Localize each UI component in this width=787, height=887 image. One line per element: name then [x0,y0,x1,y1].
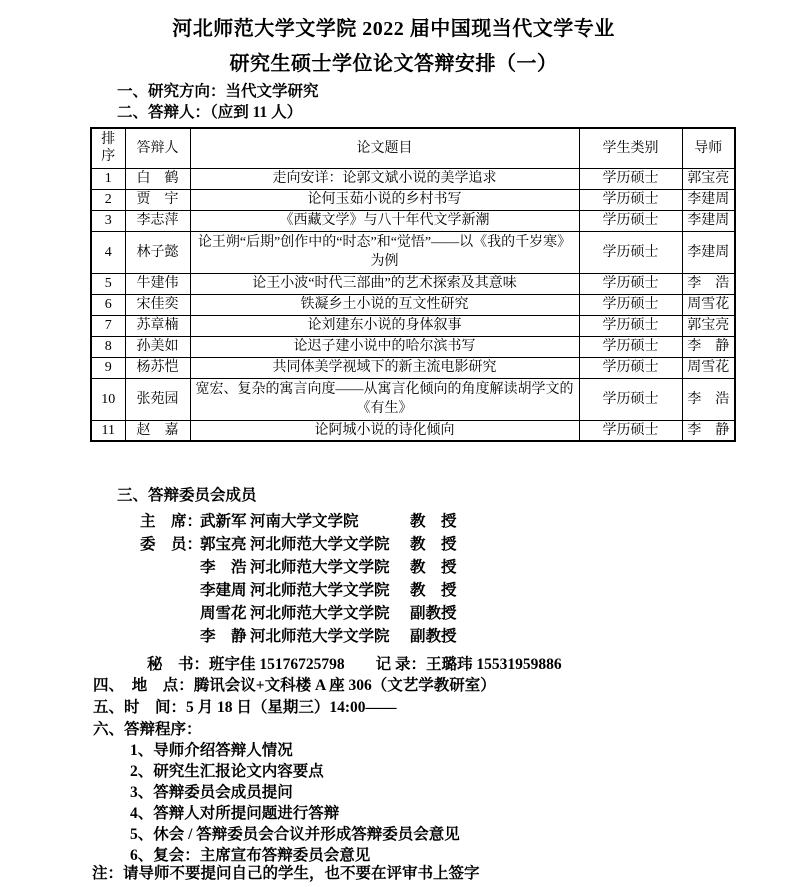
cell-category: 学历硕士 [579,357,682,378]
cell-thesis-title: 论王朔“后期”创作中的“时态”和“觉悟”——以《我的千岁寒》为例 [190,231,579,273]
section-procedure-heading: 六、答辩程序： [93,721,202,738]
cell-thesis-title: 共同体美学视域下的新主流电影研究 [190,357,579,378]
cell-advisor: 李 浩 [682,273,735,294]
section-committee-heading: 三、答辩委员会成员 [117,487,257,504]
table-row [91,357,735,378]
committee-role-label [140,555,200,578]
table-row [91,273,735,294]
committee-row [140,509,457,532]
committee-role-label: 委 员： [140,536,203,553]
committee-row [140,624,457,647]
cell-seq: 6 [91,294,125,315]
section-location: 四、 地 点：腾讯会议+文科楼 A 座 306（文艺学教研室） [93,677,496,694]
cell-defender: 宋佳奕 [125,294,190,315]
document-title-line2: 研究生硕士学位论文答辩安排（一） [229,53,558,75]
cell-category: 学历硕士 [579,294,682,315]
table-row [91,189,735,210]
committee-member-name: 武新军 [200,513,247,530]
section-research-direction: 一、研究方向：当代文学研究 [117,83,319,100]
cell-seq: 10 [91,378,125,420]
secretary-recorder-line: 秘 书：班宇佳 15176725798 记 录：王璐玮 15531959886 [147,656,562,673]
cell-defender: 杨苏恺 [125,357,190,378]
table-header-row [91,128,735,168]
col-header-thesis-title: 论文题目 [190,128,579,168]
committee-member-title: 教 授 [410,559,457,576]
committee-member-affiliation: 河北师范大学文学院 [250,628,390,645]
committee-member-affiliation: 河北师范大学文学院 [250,605,390,622]
cell-thesis-title: 论何玉茹小说的乡村书写 [190,189,579,210]
cell-advisor: 李建周 [682,210,735,231]
procedure-item: 1、导师介绍答辩人情况 [130,742,293,759]
cell-seq: 11 [91,420,125,441]
col-header-category: 学生类别 [579,128,682,168]
committee-member-name: 周雪花 [200,605,247,622]
cell-category: 学历硕士 [579,231,682,273]
cell-seq: 3 [91,210,125,231]
committee-row [140,555,457,578]
cell-defender: 张苑园 [125,378,190,420]
cell-defender: 李志萍 [125,210,190,231]
cell-thesis-title: 论刘建东小说的身体叙事 [190,315,579,336]
cell-thesis-title: 论阿城小说的诗化倾向 [190,420,579,441]
cell-seq: 5 [91,273,125,294]
committee-member-name: 李建周 [200,582,247,599]
cell-seq: 7 [91,315,125,336]
cell-defender: 赵 嘉 [125,420,190,441]
committee-member-title: 副教授 [410,628,457,645]
section-defenders-heading: 二、答辩人：（应到 11 人） [117,104,303,121]
cell-advisor: 李 浩 [682,378,735,420]
cell-category: 学历硕士 [579,273,682,294]
committee-member-name: 郭宝亮 [200,536,247,553]
table-row [91,315,735,336]
cell-advisor: 周雪花 [682,294,735,315]
committee-member-title: 教 授 [410,513,457,530]
advisor-note: 注：请导师不要提问自己的学生，也不要在评审书上签字 [92,865,480,882]
cell-seq: 8 [91,336,125,357]
cell-category: 学历硕士 [579,315,682,336]
col-header-advisor: 导师 [682,128,735,168]
committee-member-title: 教 授 [410,536,457,553]
col-header-defender: 答辩人 [125,128,190,168]
cell-defender: 牛建伟 [125,273,190,294]
section-time: 五、时 间：5 月 18 日（星期三）14:00—— [93,699,397,716]
committee-member-name: 李 浩 [200,559,247,576]
committee-member-affiliation: 河南大学文学院 [250,513,359,530]
committee-role-label [140,578,200,601]
cell-category: 学历硕士 [579,378,682,420]
cell-thesis-title: 论迟子建小说中的哈尔滨书写 [190,336,579,357]
document-title-line1: 河北师范大学文学院 2022 届中国现当代文学专业 [172,18,615,40]
committee-member-title: 教 授 [410,582,457,599]
procedure-item: 5、休会 / 答辩委员会合议并形成答辩委员会意见 [130,826,460,843]
committee-member-affiliation: 河北师范大学文学院 [250,536,390,553]
committee-row [140,601,457,624]
cell-category: 学历硕士 [579,210,682,231]
cell-category: 学历硕士 [579,336,682,357]
table-row [91,336,735,357]
committee-member-title: 副教授 [410,605,457,622]
table-row [91,231,735,273]
committee-member-affiliation: 河北师范大学文学院 [250,582,390,599]
defense-schedule-table [90,127,736,442]
table-row [91,420,735,441]
procedure-list [130,740,460,866]
cell-thesis-title: 宽宏、复杂的寓言向度——从寓言化倾向的角度解读胡学文的《有生》 [190,378,579,420]
cell-advisor: 周雪花 [682,357,735,378]
committee-role-label: 主 席： [140,513,203,530]
committee-member-name: 李 静 [200,628,247,645]
committee-member-affiliation: 河北师范大学文学院 [250,559,390,576]
cell-thesis-title: 铁凝乡土小说的互文性研究 [190,294,579,315]
table-row [91,210,735,231]
cell-defender: 白 鹤 [125,168,190,189]
committee-row [140,532,457,555]
cell-category: 学历硕士 [579,168,682,189]
cell-defender: 林子懿 [125,231,190,273]
cell-thesis-title: 《西藏文学》与八十年代文学新潮 [190,210,579,231]
committee-list [140,509,457,647]
cell-advisor: 李 静 [682,336,735,357]
procedure-item: 3、答辩委员会成员提问 [130,784,293,801]
cell-advisor: 李建周 [682,189,735,210]
table-row [91,168,735,189]
col-header-seq-label: 排序 [101,131,116,164]
procedure-item: 6、复会：主席宣布答辩委员会意见 [130,847,371,864]
cell-advisor: 郭宝亮 [682,315,735,336]
committee-role-label [140,624,200,647]
procedure-item: 4、答辩人对所提问题进行答辩 [130,805,340,822]
cell-seq: 9 [91,357,125,378]
cell-defender: 贾 宇 [125,189,190,210]
cell-seq: 2 [91,189,125,210]
cell-seq: 1 [91,168,125,189]
cell-seq: 4 [91,231,125,273]
cell-defender: 苏章楠 [125,315,190,336]
cell-advisor: 李 静 [682,420,735,441]
cell-thesis-title: 论王小波“时代三部曲”的艺术探索及其意味 [190,273,579,294]
cell-category: 学历硕士 [579,189,682,210]
col-header-seq [91,128,125,168]
procedure-item: 2、研究生汇报论文内容要点 [130,763,324,780]
cell-thesis-title: 走向安详：论郭文斌小说的美学追求 [190,168,579,189]
cell-defender: 孙美如 [125,336,190,357]
cell-advisor: 李建周 [682,231,735,273]
committee-role-label [140,601,200,624]
table-row [91,294,735,315]
cell-advisor: 郭宝亮 [682,168,735,189]
committee-row [140,578,457,601]
cell-category: 学历硕士 [579,420,682,441]
table-row [91,378,735,420]
defense-table-body [91,168,735,441]
